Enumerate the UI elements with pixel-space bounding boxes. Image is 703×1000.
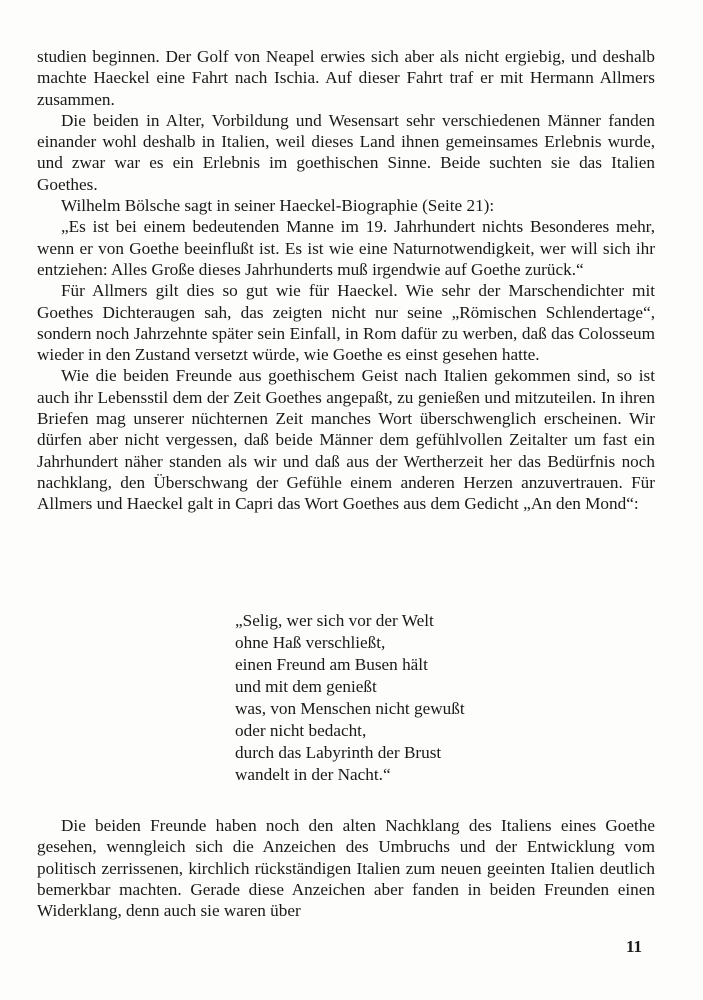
paragraph-haeckel-allmers: Die beiden in Alter, Vorbildung und Wesensart sehr verschiedenen Männer fanden einander wohl deshalb in Italien, weil dieses Land ihnen gemeinsames Erlebnis wurde, und zwar war es ein Erlebnis im goethischen Sinne. Beide suchten sie das Italien Goethes. (37, 110, 655, 194)
poem-line: einen Freund am Busen hält (235, 655, 428, 674)
quote-boelsche: „Es ist bei einem bedeutenden Manne im 19. Jahrhundert nichts Besonderes mehr, wenn er von Goethe beeinflußt ist. Es ist wie eine Naturnotwendigkeit, wer will sich ihr entziehen: Alles Große dieses Jahrhunderts muß irgendwie auf Goethe zurück.“ (37, 217, 655, 279)
poem-line: oder nicht bedacht, (235, 721, 367, 740)
poem-line: durch das Labyrinth der Brust (235, 743, 442, 762)
paragraph-boelsche-intro: Wilhelm Bölsche sagt in seiner Haeckel-Biographie (Seite 21): (61, 196, 495, 216)
paragraph-allmers-goethe: Für Allmers gilt dies so gut wie für Haeckel. Wie sehr der Marschendichter mit Goethes Dichteraugen sah, das zeigten nicht nur seine „Römischen Schlendertage“, sondern noch Jahrzehnte später sein Einfall, in Rom dafür zu werben, daß das Colosseum wieder in den Zustand versetzt würde, wie Goethe es einst gesehen hatte. (37, 281, 655, 365)
poem-line: ohne Haß verschließt, (235, 633, 386, 652)
paragraph-continuation: studien beginnen. Der Golf von Neapel erwies sich aber als nicht ergiebig, und deshalb machte Haeckel eine Fahrt nach Ischia. Auf dieser Fahrt traf er mit Hermann Allmers zusammen. (37, 47, 655, 109)
poem-an-den-mond (235, 610, 465, 786)
poem-line: wandelt in der Nacht.“ (235, 765, 391, 784)
paragraph-lebensstil: Wie die beiden Freunde aus goethischem Geist nach Italien gekommen sind, so ist auch ihr Lebensstil dem der Zeit Goethes angepaßt, zu genießen und mitzuteilen. In ihren Briefen mag unserer nüchternen Zeit manches Wort überschwenglich erscheinen. Wir dürfen aber nicht vergessen, daß beide Männer dem gefühlvollen Zeitalter um fast ein Jahrhundert näher standen als wir und daß aus der Wertherzeit her das Bedürfnis noch nachklang, den Überschwang der Gefühle einem anderen Herzen anzuvertrauen. Für Allmers und Haeckel galt in Capri das Wort Goethes aus dem Gedicht „An den Mond“: (37, 366, 655, 514)
paragraph-nachklang: Die beiden Freunde haben noch den alten Nachklang des Italiens eines Goethe gesehen, wenngleich sich die Anzeichen des Umbruchs und der Entwicklung vom politisch zerrissenen, kirchlich rückständigen Italien zum neuen geeinten Italien deutlich bemerkbar machten. Gerade diese Anzeichen aber fanden in beiden Freunden einen Widerklang, denn auch sie waren über (37, 816, 655, 921)
poem-line: was, von Menschen nicht gewußt (235, 699, 465, 718)
poem-line: und mit dem genießt (235, 677, 377, 696)
body-text-closing (37, 815, 655, 921)
page-number: 11 (625, 937, 642, 956)
poem-line: „Selig, wer sich vor der Welt (235, 611, 434, 630)
body-text (37, 46, 655, 515)
